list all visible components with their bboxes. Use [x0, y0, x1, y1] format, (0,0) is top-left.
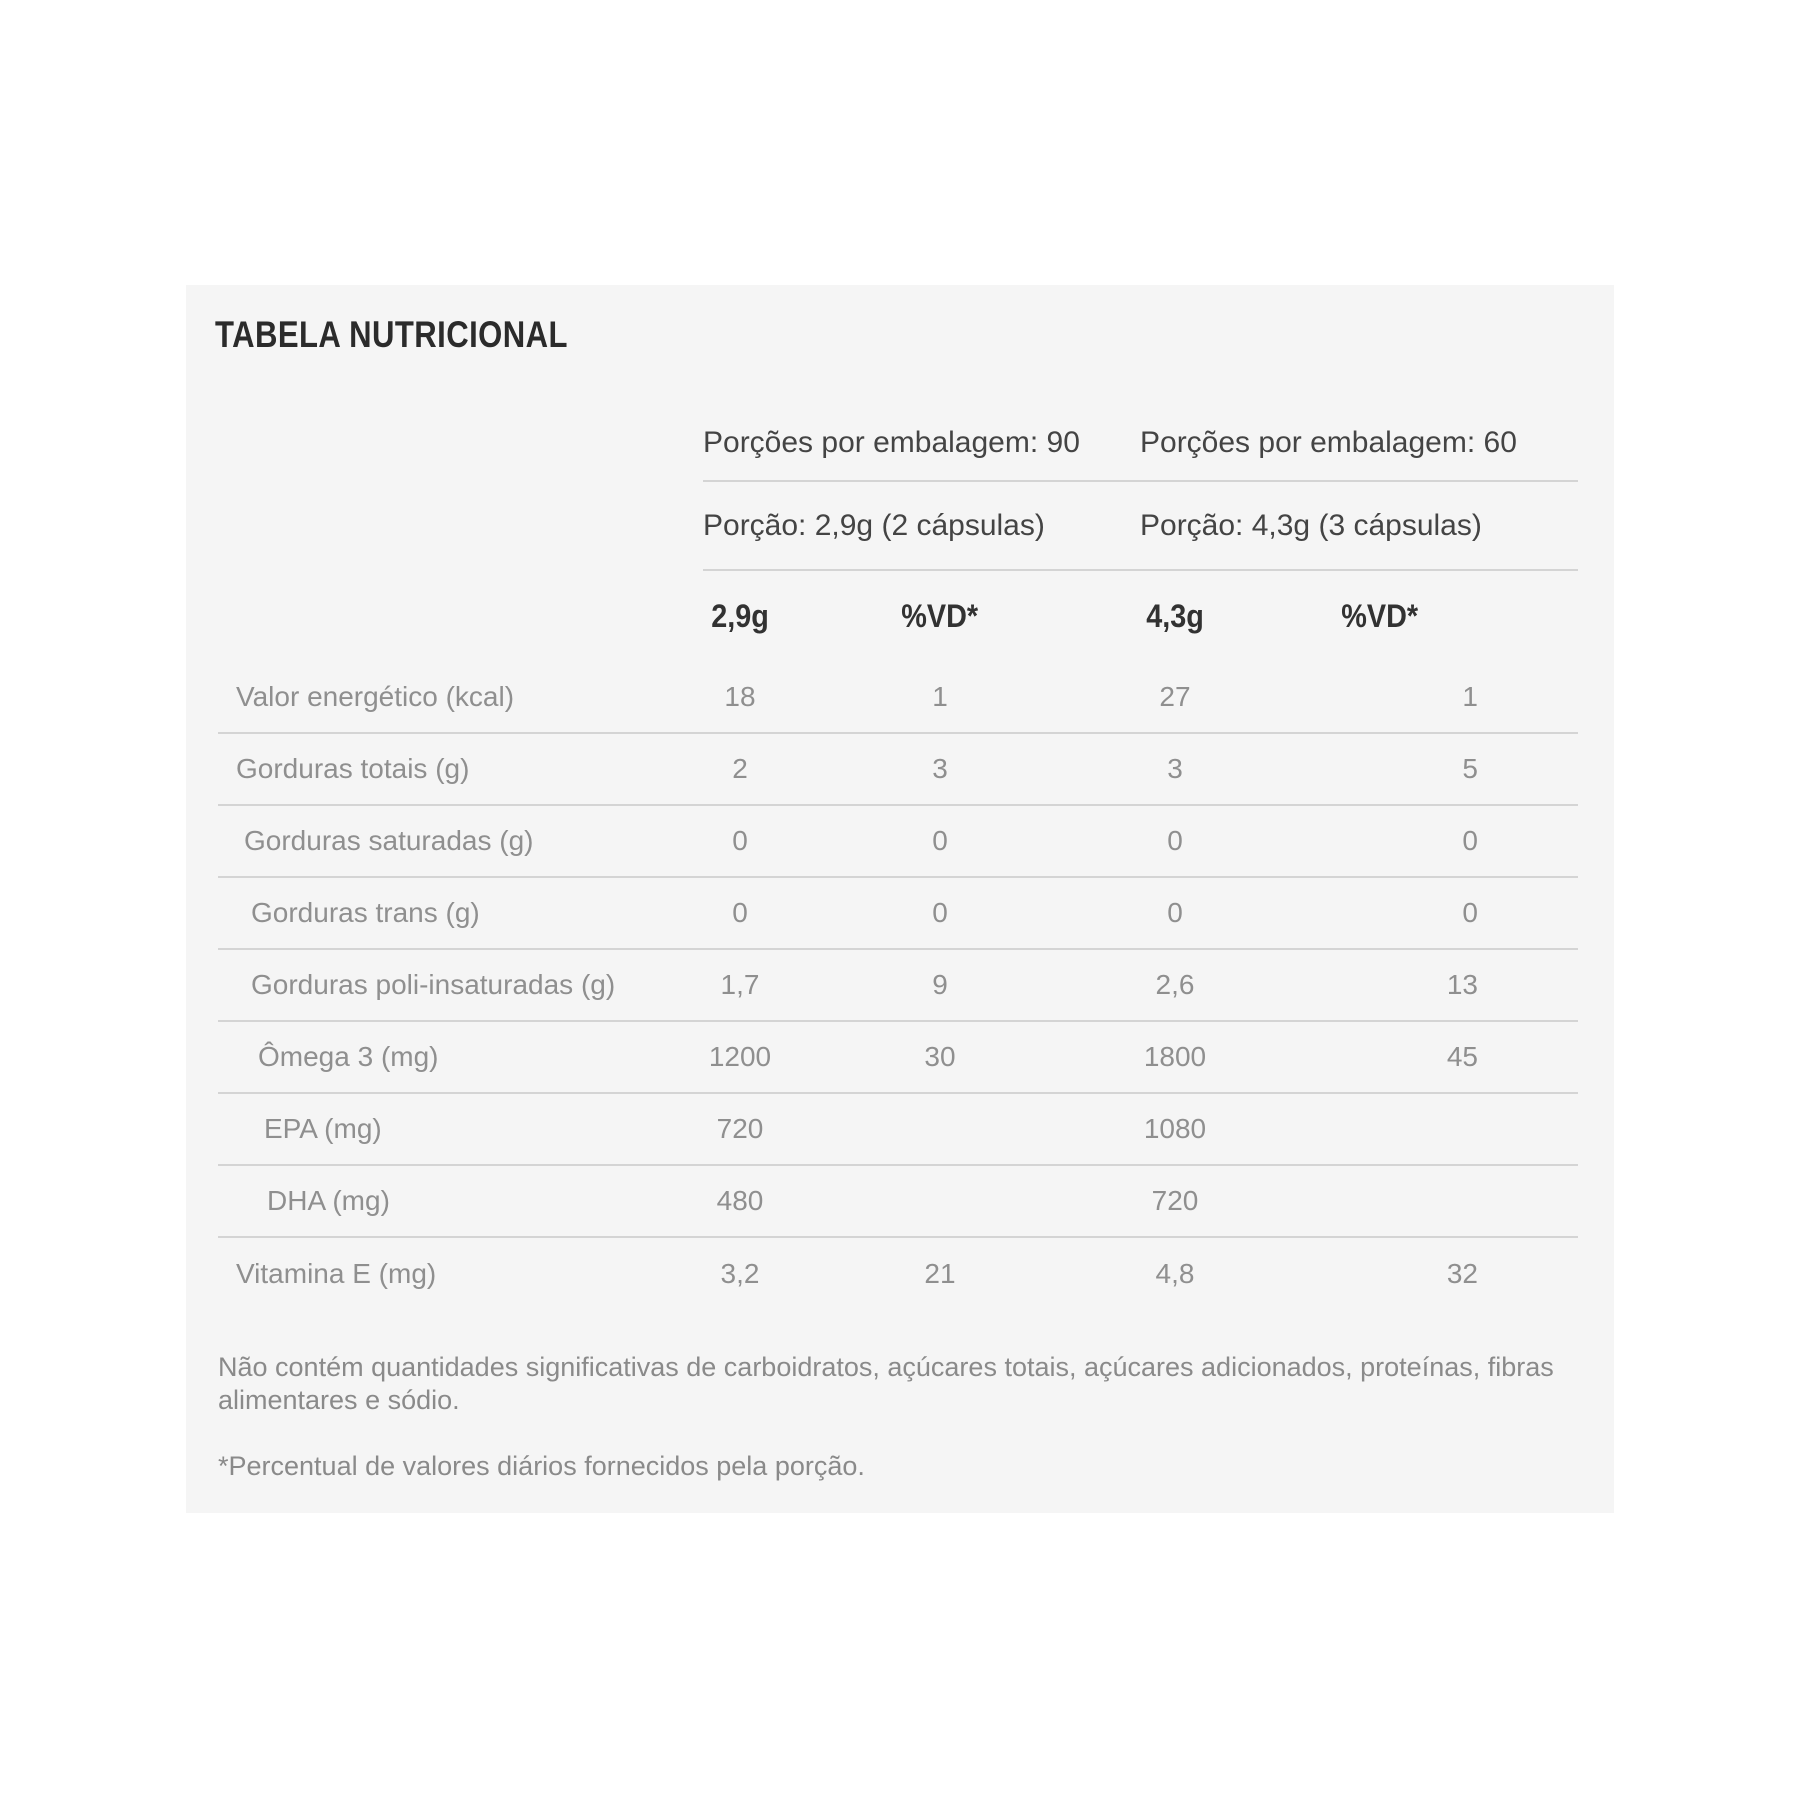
row-value-vd-b: 45: [1446, 1041, 1478, 1072]
column-header-row: [218, 571, 1578, 662]
table-row-valor-energetico: [218, 662, 1578, 734]
column-header-serving-a: 2,9g: [711, 598, 769, 634]
table-row-gorduras-trans: [218, 878, 1578, 950]
nutrition-table-title: [215, 315, 635, 355]
row-value-vd-a: 0: [932, 825, 948, 856]
footnote-line: *Percentual de valores diários fornecidos pela porção.: [218, 1451, 865, 1481]
portion-size-2: Porção: 4,3g (3 cápsulas): [1140, 508, 1482, 542]
row-value-serving-a: 18: [724, 681, 756, 712]
row-value-serving-b: 1080: [1143, 1113, 1207, 1144]
row-label: DHA (mg): [267, 1185, 390, 1216]
row-label: EPA (mg): [264, 1113, 382, 1144]
row-value-vd-b: 13: [1446, 969, 1478, 1000]
row-label: Gorduras saturadas (g): [244, 825, 534, 856]
row-value-serving-a: 1200: [708, 1041, 772, 1072]
row-value-serving-a: 0: [732, 897, 748, 928]
row-value-vd-a: 0: [932, 897, 948, 928]
row-value-vd-b: 0: [1462, 825, 1478, 856]
column-header-vd-a: %VD*: [901, 598, 979, 634]
row-value-vd-a: 3: [932, 753, 948, 784]
row-value-serving-a: 3,2: [720, 1258, 760, 1289]
row-value-serving-a: 1,7: [720, 969, 760, 1000]
table-row-dha: [218, 1166, 1578, 1238]
row-value-vd-b: 32: [1446, 1258, 1478, 1289]
row-value-serving-b: 0: [1167, 897, 1183, 928]
row-value-serving-b: 1800: [1143, 1041, 1207, 1072]
footnote-no-significant-amounts: [218, 1351, 1554, 1417]
row-value-vd-b: 1: [1462, 681, 1478, 712]
table-row-gorduras-saturadas: [218, 806, 1578, 878]
row-label: Ômega 3 (mg): [258, 1041, 439, 1072]
row-value-vd-b: 5: [1462, 753, 1478, 784]
row-value-serving-b: 4,8: [1155, 1258, 1195, 1289]
row-value-serving-b: 720: [1151, 1185, 1199, 1216]
footnote-line: alimentares e sódio.: [218, 1385, 460, 1415]
portion-size-row: [218, 482, 1578, 569]
row-value-vd-a: 9: [932, 969, 948, 1000]
table-row-omega-3: [218, 1022, 1578, 1094]
row-value-vd-a: 1: [932, 681, 948, 712]
row-label: Vitamina E (mg): [236, 1258, 437, 1289]
servings-per-package-1: Porções por embalagem: 90: [703, 425, 1080, 459]
footnote-daily-values: [218, 1450, 865, 1483]
nutrition-facts-card: [186, 285, 1614, 1513]
column-header-serving-b: 4,3g: [1146, 598, 1204, 634]
row-value-serving-b: 2,6: [1155, 969, 1195, 1000]
column-header-vd-b: %VD*: [1340, 598, 1418, 634]
nutrition-table-title-text: TABELA NUTRICIONAL: [215, 314, 568, 355]
row-label: Valor energético (kcal): [236, 681, 515, 712]
row-value-serving-a: 720: [716, 1113, 764, 1144]
footnote-line: Não contém quantidades significativas de carboidratos, açúcares totais, açúcares adicionados, proteínas, fibras: [218, 1352, 1554, 1382]
row-value-serving-a: 0: [732, 825, 748, 856]
table-row-gorduras-totais: [218, 734, 1578, 806]
servings-per-package-row: [218, 405, 1578, 480]
table-row-vitamina-e: [218, 1238, 1578, 1310]
row-value-serving-a: 480: [716, 1185, 764, 1216]
row-label: Gorduras totais (g): [236, 753, 470, 784]
row-value-serving-b: 0: [1167, 825, 1183, 856]
table-row-epa: [218, 1094, 1578, 1166]
portion-size-1: Porção: 2,9g (2 cápsulas): [703, 508, 1045, 542]
row-value-vd-a: 21: [924, 1258, 956, 1289]
row-value-serving-b: 3: [1167, 753, 1183, 784]
row-value-serving-a: 2: [732, 753, 748, 784]
row-value-serving-b: 27: [1159, 681, 1191, 712]
row-label: Gorduras trans (g): [251, 897, 480, 928]
row-value-vd-b: 0: [1462, 897, 1478, 928]
row-label: Gorduras poli-insaturadas (g): [251, 969, 616, 1000]
table-row-gorduras-poli-insaturadas: [218, 950, 1578, 1022]
row-value-vd-a: 30: [924, 1041, 956, 1072]
servings-per-package-2: Porções por embalagem: 60: [1140, 425, 1517, 459]
